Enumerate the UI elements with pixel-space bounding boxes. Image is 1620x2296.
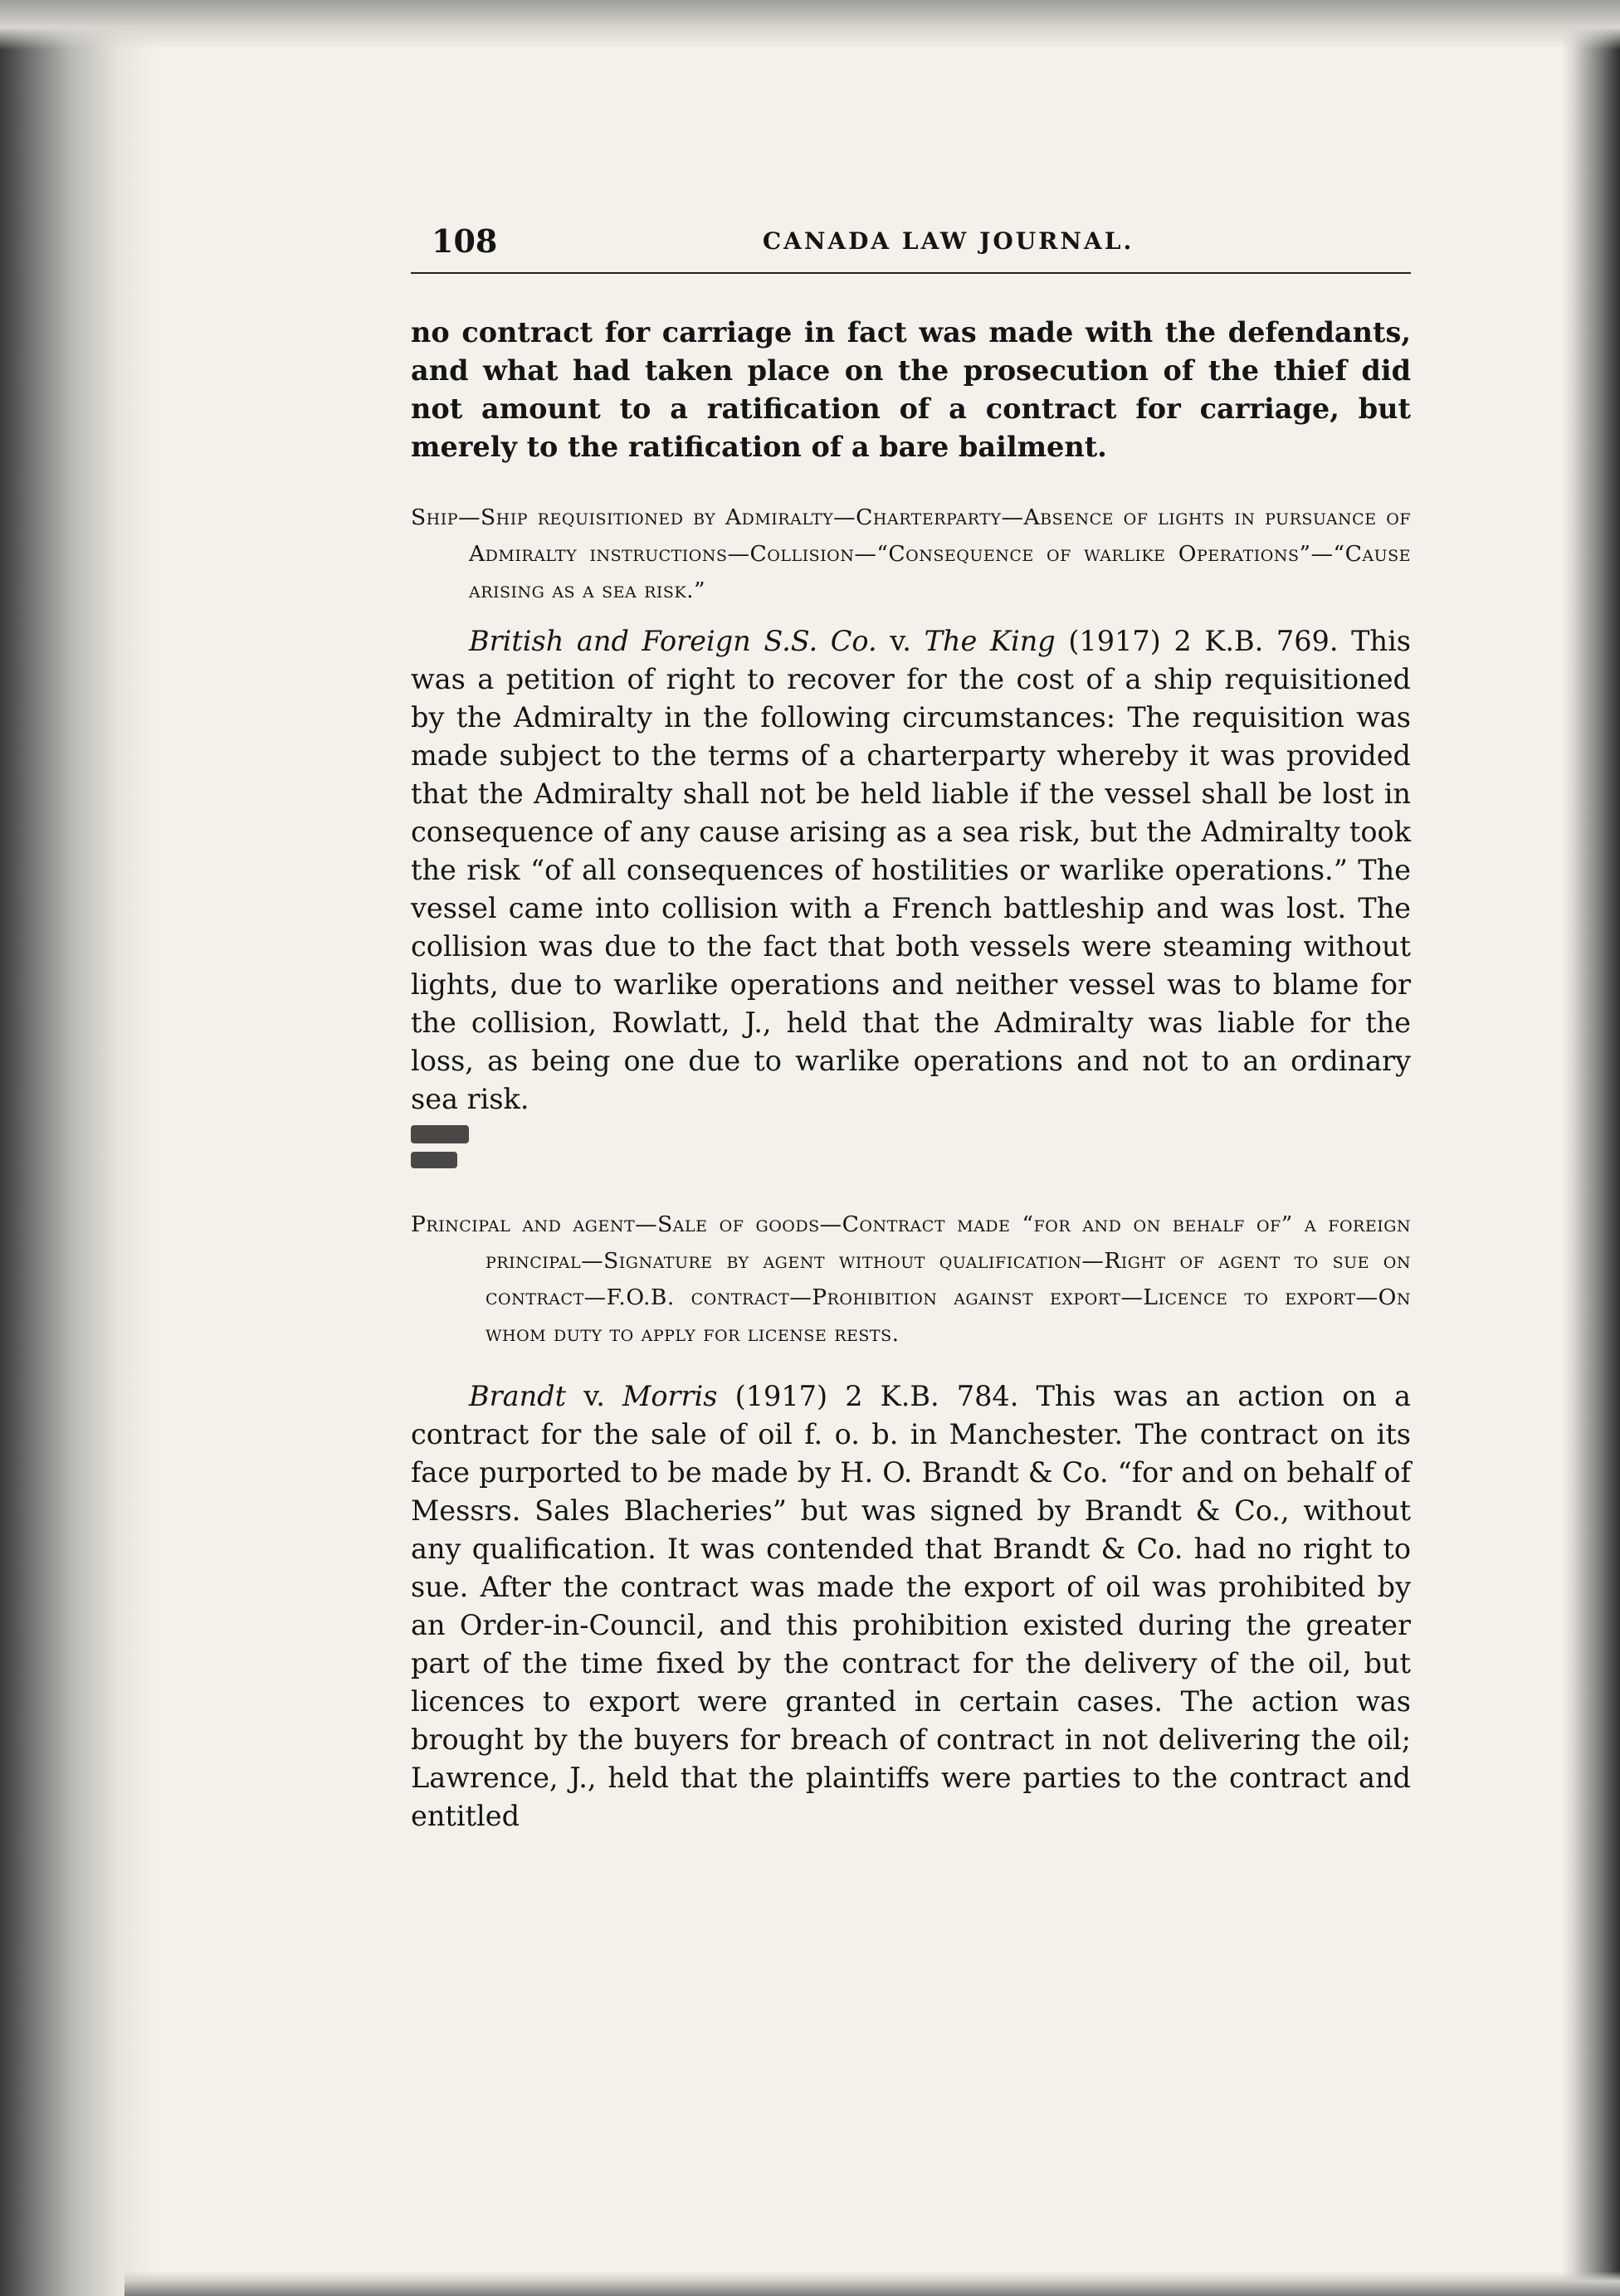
- scan-shadow-top: [0, 0, 1620, 50]
- case-party-a: Brandt: [469, 1380, 567, 1412]
- scan-shadow-bottom: [124, 2271, 1620, 2296]
- case-text: This was a petition of right to recover for the cost of a ship requisitioned by the Admiralty in the following circumstances: The requisition was made subject to the terms of a charterparty whereby it was provided that the Admiralty shall not be held liable if the vessel shall be lost in consequence of any cause arising as a sea risk, but the Admiralty took the risk “of all consequences of hostilities or warlike operations.” The vessel came into collision with a French battleship and was lost. The collision was due to the fact that both vessels were steaming without lights, due to warlike operations and neither vessel was to blame for the collision, Rowlatt, J., held that the Admiralty was liable for the loss, as being one due to warlike operations and not to an ordinary sea risk.: [411, 625, 1411, 1115]
- scan-shadow-right: [1562, 0, 1620, 2296]
- case-party-b: The King: [924, 625, 1056, 657]
- ink-smudge: [411, 1119, 1411, 1178]
- page-number: 108: [432, 222, 498, 260]
- page-header: [411, 222, 1411, 274]
- running-title: CANADA LAW JOURNAL.: [762, 227, 1134, 255]
- case-versus: v.: [583, 1380, 605, 1412]
- case-party-a: British and Foreign S.S. Co.: [469, 625, 877, 657]
- page-body: [411, 274, 1411, 1835]
- case-citation: (1917) 2 K.B. 784.: [734, 1380, 1019, 1412]
- journal-page: [411, 222, 1411, 1835]
- case-text: This was an action on a contract for the sale of oil f. o. b. in Manchester. The contract on its face purported to be made by H. O. Brandt & Co. “for and on behalf of Messrs. Sales Blacheries” but was signed by Brandt & Co., without any qualification. It was contended that Brandt & Co. had no right to sue. After the contract was made the export of oil was prohibited by an Order-in-Council, and this prohibition existed during the greater part of the time fixed by the contract for the delivery of the oil, but licences to export were granted in certain cases. The action was brought by the buyers for breach of contract in not delivering the oil; Lawrence, J., held that the plaintiffs were parties to the contract and entitled: [411, 1380, 1411, 1832]
- case-british-and-foreign: [411, 622, 1411, 1119]
- scan-shadow-left: [0, 0, 158, 2296]
- headnote-ship-requisitioned: Ship—Ship requisitioned by Admiralty—Charterparty—Absence of lights in pursuance of Admiralty instructions—Collision—“Consequence of warlike Operations”—“Cause arising as a sea risk.”: [411, 505, 1411, 603]
- case-party-b: Morris: [622, 1380, 718, 1412]
- case-brandt-v-morris: [411, 1377, 1411, 1835]
- headnote-principal-and-agent: Principal and agent—Sale of goods—Contract made “for and on behalf of” a foreign principal—Signature by agent without qualification—Right of agent to sue on contract—F.O.B. contract—Prohibition against export—Licence to export—On whom duty to apply for license rests.: [411, 1211, 1411, 1347]
- case-citation: (1917) 2 K.B. 769.: [1068, 625, 1339, 657]
- opening-paragraph: no contract for carriage in fact was made with the defendants, and what had taken place on the prosecution of the thief did not amount to a ratification of a contract for carriage, but merely to the ratification of a bare bailment.: [411, 316, 1411, 463]
- case-versus: v.: [890, 625, 911, 657]
